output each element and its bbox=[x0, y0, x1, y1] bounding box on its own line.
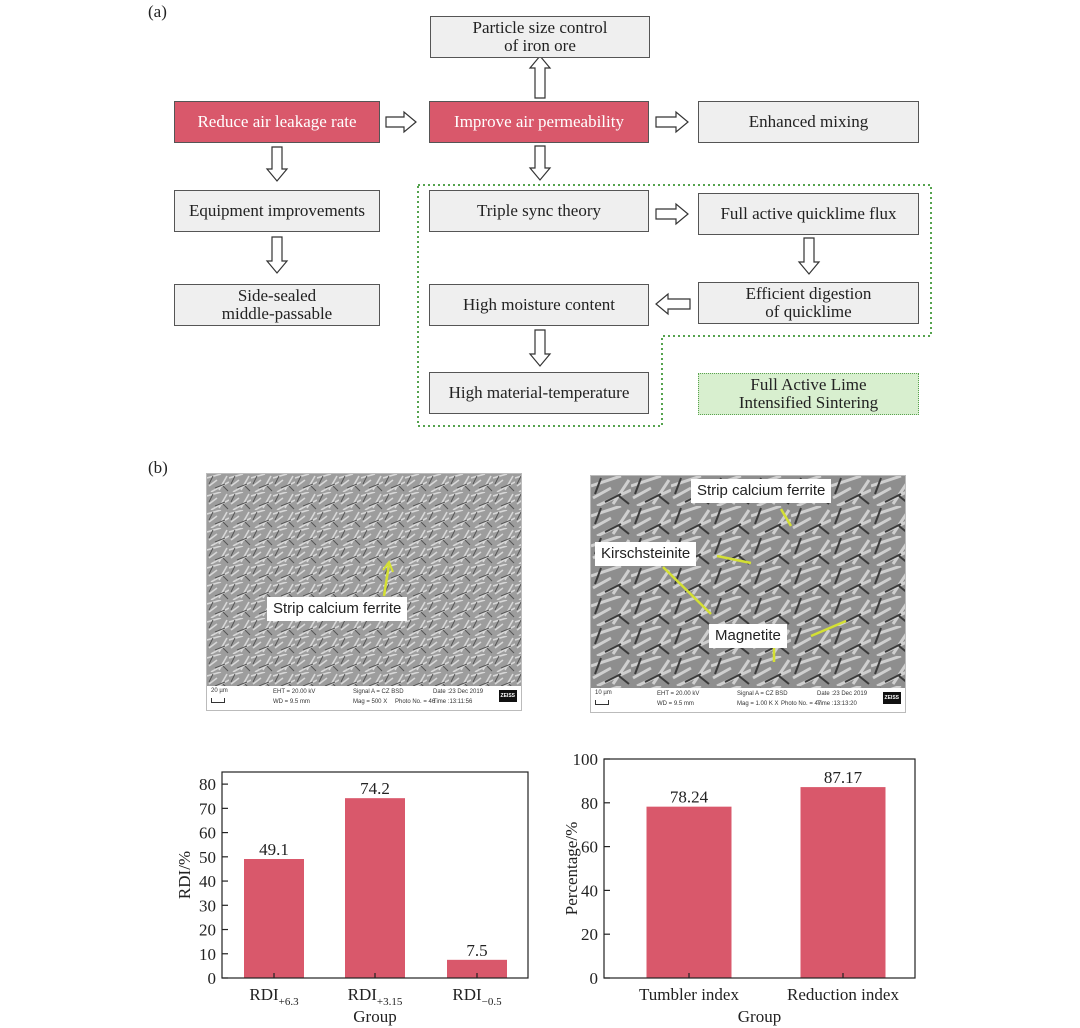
callout-magnetite: Magnetite bbox=[709, 624, 787, 648]
moisture-content-box: High moisture content bbox=[429, 284, 649, 326]
signal-left: Signal A = CZ BSD bbox=[353, 689, 404, 695]
rdi-bar-chart bbox=[168, 748, 540, 1028]
data-label-0: 49.1 bbox=[259, 840, 289, 860]
zeiss-logo-left: ZEISS bbox=[499, 690, 517, 702]
y-axis-label: RDI/% bbox=[175, 850, 194, 900]
mag-left: Mag = 500 X bbox=[353, 699, 388, 705]
y-tick-label-3: 30 bbox=[199, 896, 216, 916]
equipment-improvements-box: Equipment improvements bbox=[174, 190, 380, 232]
y-tick-label-0: 0 bbox=[589, 969, 598, 988]
micrograph-right bbox=[590, 475, 906, 713]
y-axis-label: Percentage/% bbox=[562, 821, 581, 916]
reduce-air-leakage-box: Reduce air leakage rate bbox=[174, 101, 380, 143]
arrow-improve-to-particle bbox=[530, 56, 550, 98]
particle-size-box: Particle size control of iron ore bbox=[430, 16, 650, 58]
arrow-improve-to-enhanced bbox=[656, 112, 688, 132]
y-tick-label-1: 10 bbox=[199, 944, 216, 964]
scale-bar-right bbox=[595, 700, 609, 705]
arrow-efficient-to-moisture bbox=[656, 294, 690, 314]
y-tick-label-8: 80 bbox=[199, 775, 216, 795]
y-tick-label-7: 70 bbox=[199, 799, 216, 819]
data-label-1: 87.17 bbox=[823, 768, 863, 788]
data-label-0: 78.24 bbox=[669, 787, 709, 807]
callout-strip-calcium-ferrite-right: Strip calcium ferrite bbox=[691, 479, 831, 503]
scale-text-left: 20 µm bbox=[211, 688, 228, 694]
x-axis-label: Group bbox=[737, 1007, 782, 1026]
y-tick-label-5: 50 bbox=[199, 847, 216, 867]
arrow-triple-to-quicklime bbox=[656, 204, 688, 224]
y-tick-label-3: 60 bbox=[581, 837, 598, 857]
x-axis-label: Group bbox=[353, 1007, 397, 1026]
micrograph-left-texture bbox=[207, 474, 521, 686]
efficient-digestion-box: Efficient digestion of quicklime bbox=[698, 282, 919, 324]
callout-kirschsteinite: Kirschsteinite bbox=[595, 542, 696, 566]
data-label-1: 74.2 bbox=[360, 779, 390, 799]
panel-b-label: (b) bbox=[148, 458, 168, 477]
improve-air-permeability-box: Improve air permeability bbox=[429, 101, 649, 143]
arrow-improve-to-triple bbox=[530, 146, 550, 180]
date-left: Date :23 Dec 2019 bbox=[433, 689, 484, 695]
bar-1 bbox=[345, 798, 405, 978]
arrow-moisture-to-temperature bbox=[530, 330, 550, 366]
material-temperature-box: High material-temperature bbox=[429, 372, 649, 414]
arrow-reduce-to-equipment bbox=[267, 147, 287, 181]
percentage-bar-chart bbox=[555, 745, 927, 1028]
photo-left: Photo No. = 46 bbox=[395, 699, 436, 705]
date-right: Date :23 Dec 2019 bbox=[817, 691, 868, 697]
triple-sync-box: Triple sync theory bbox=[429, 190, 649, 232]
category-label-1: $RDI_{+3.15}$ bbox=[347, 985, 403, 1008]
data-label-2: 7.5 bbox=[466, 940, 488, 960]
micrograph-right-texture bbox=[591, 476, 905, 688]
quicklime-flux-box: Full active quicklime flux bbox=[698, 193, 919, 235]
wd-right: WD = 9.5 mm bbox=[657, 701, 694, 707]
callout-strip-calcium-ferrite-left: Strip calcium ferrite bbox=[267, 597, 407, 621]
side-sealed-box: Side-sealed middle-passable bbox=[174, 284, 380, 326]
arrow-equipment-to-side bbox=[267, 237, 287, 273]
scale-text-right: 10 µm bbox=[595, 690, 612, 696]
mag-right: Mag = 1.00 K X bbox=[737, 701, 779, 707]
arrow-reduce-to-improve bbox=[386, 112, 416, 132]
wd-left: WD = 9.5 mm bbox=[273, 699, 310, 705]
y-tick-label-4: 80 bbox=[581, 793, 598, 813]
scalebar-left bbox=[207, 686, 521, 710]
zeiss-logo-right: ZEISS bbox=[883, 692, 901, 704]
photo-right: Photo No. = 47 bbox=[781, 701, 822, 707]
time-right: Time :13:13:20 bbox=[817, 701, 857, 707]
arrow-quicklime-to-efficient bbox=[799, 238, 819, 274]
bar-0 bbox=[244, 859, 304, 978]
bar-1 bbox=[801, 787, 886, 978]
y-tick-label-0: 0 bbox=[207, 969, 216, 988]
eht-right: EHT = 20.00 kV bbox=[657, 691, 700, 697]
eht-left: EHT = 20.00 kV bbox=[273, 689, 316, 695]
bar-0 bbox=[647, 807, 732, 978]
category-label-2: $RDI_{-0.5}$ bbox=[452, 985, 502, 1008]
panel-a-label: (a) bbox=[148, 2, 167, 21]
time-left: Time :13:11:56 bbox=[433, 699, 473, 705]
scalebar-right bbox=[591, 688, 905, 712]
y-tick-label-6: 60 bbox=[199, 823, 216, 843]
y-tick-label-2: 40 bbox=[581, 881, 598, 901]
micrograph-left bbox=[206, 473, 522, 711]
enhanced-mixing-box: Enhanced mixing bbox=[698, 101, 919, 143]
category-label-0: Tumbler index bbox=[639, 985, 739, 1004]
scale-bar-left bbox=[211, 698, 225, 703]
category-label-0: $RDI_{+6.3}$ bbox=[249, 985, 299, 1008]
full-active-lime-box: Full Active Lime Intensified Sintering bbox=[698, 373, 919, 415]
y-tick-label-5: 100 bbox=[572, 750, 598, 769]
y-tick-label-4: 40 bbox=[199, 872, 216, 892]
category-label-1: Reduction index bbox=[787, 985, 899, 1004]
signal-right: Signal A = CZ BSD bbox=[737, 691, 788, 697]
y-tick-label-1: 20 bbox=[581, 925, 598, 945]
y-tick-label-2: 20 bbox=[199, 920, 216, 940]
